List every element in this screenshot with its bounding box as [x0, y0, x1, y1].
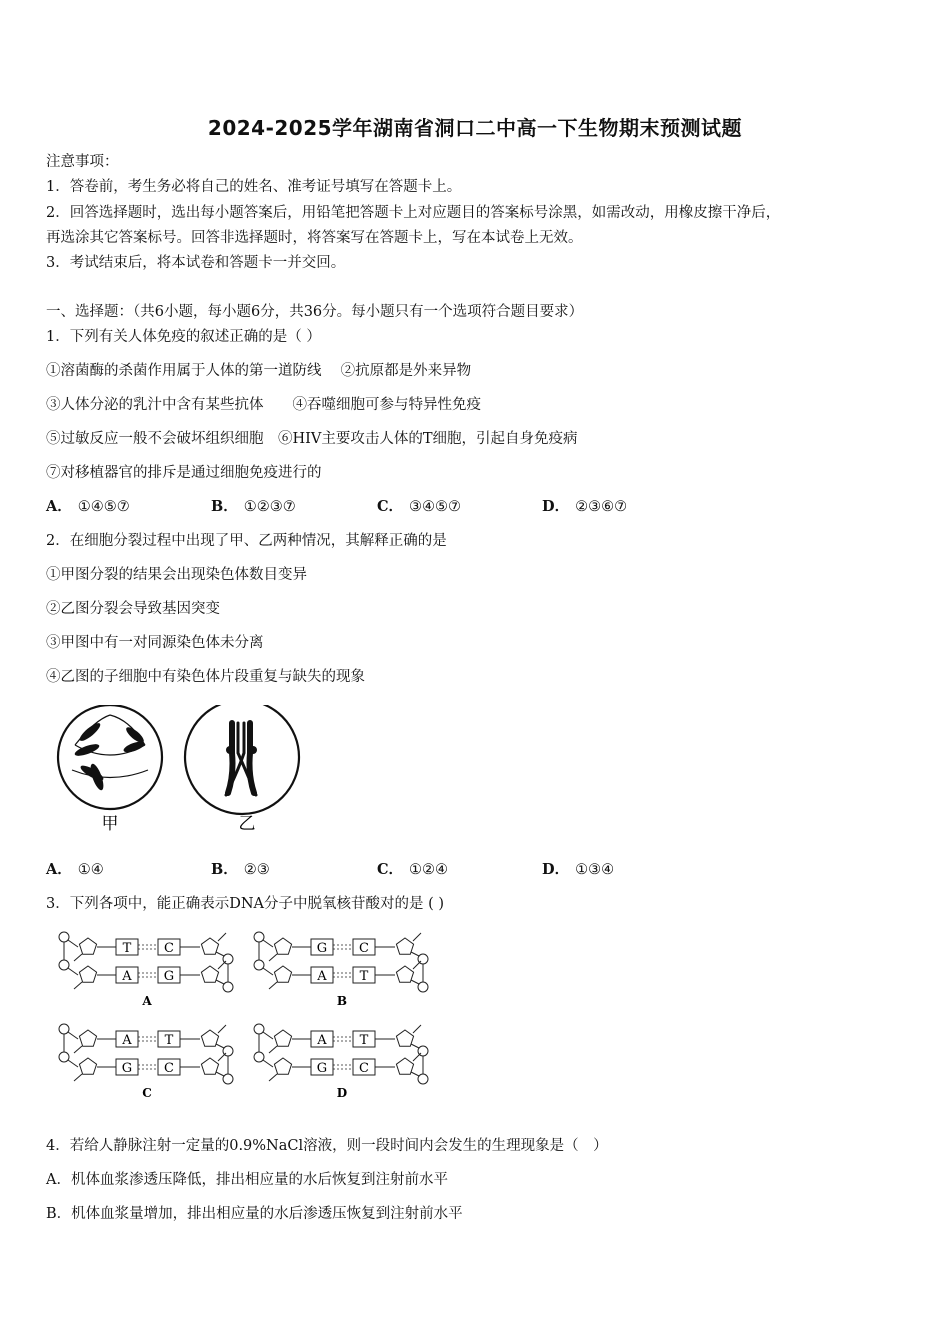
panel-label: C	[142, 1086, 152, 1100]
q2-stem: 2．在细胞分裂过程中出现了甲、乙两种情况，其解释正确的是	[46, 533, 447, 549]
q4-stem: 4．若给人静脉注射一定量的0.9%NaCl溶液，则一段时间内会发生的生理现象是（ ）	[46, 1138, 608, 1154]
deoxyribose-icon	[396, 938, 413, 954]
base-label: G	[316, 941, 328, 956]
q1-line-1: ①溶菌酶的杀菌作用属于人体的第一道防线 ②抗原都是外来异物	[46, 363, 472, 379]
deoxyribose-icon	[79, 1030, 96, 1046]
phosphate-icon	[59, 960, 69, 970]
label-jia: 甲	[101, 814, 119, 834]
q2-option-a[interactable]: A． ①④	[46, 861, 104, 878]
deoxyribose-icon	[396, 1030, 413, 1046]
base-label: C	[164, 941, 174, 956]
panel-label: B	[336, 994, 348, 1008]
q2-option-b[interactable]: B． ②③	[211, 861, 270, 878]
deoxyribose-icon	[79, 938, 96, 954]
deoxyribose-icon	[274, 1058, 291, 1074]
q2-line-2: ②乙图分裂会导致基因突变	[46, 601, 220, 617]
phosphate-icon	[254, 1052, 264, 1062]
page-title: 2024-2025学年湖南省洞口二中高一下生物期末预测试题	[207, 116, 743, 140]
dna-panel-c	[59, 1024, 233, 1100]
deoxyribose-icon	[79, 1058, 96, 1074]
q2-line-3: ③甲图中有一对同源染色体未分离	[46, 635, 264, 651]
cell-yi	[185, 705, 299, 814]
deoxyribose-icon	[396, 966, 413, 982]
deoxyribose-icon	[201, 966, 218, 982]
deoxyribose-icon	[79, 966, 96, 982]
notice-item-1: 1．答卷前，考生务必将自己的姓名、准考证号填写在答题卡上。	[46, 179, 462, 195]
base-label: T	[164, 1033, 174, 1048]
phosphate-icon	[418, 982, 428, 992]
base-label: A	[122, 969, 132, 984]
panel-label: A	[142, 994, 152, 1008]
phosphate-icon	[254, 932, 264, 942]
dna-panel-d	[254, 1024, 428, 1100]
phosphate-icon	[223, 982, 233, 992]
base-label: C	[359, 1061, 369, 1076]
notice-item-2-cont: 再选涂其它答案标号。回答非选择题时，将答案写在答题卡上，写在本试卷上无效。	[46, 230, 583, 246]
q1-stem: 1．下列有关人体免疫的叙述正确的是（ ）	[46, 329, 321, 345]
notice-item-2: 2．回答选择题时，选出每小题答案后，用铅笔把答题卡上对应题目的答案标号涂黑，如需改动，用橡皮擦干净后，	[46, 205, 781, 221]
deoxyribose-icon	[201, 938, 218, 954]
q4-option-a[interactable]: A．机体血浆渗透压降低，排出相应量的水后恢复到注射前水平	[46, 1172, 448, 1188]
base-label: G	[163, 969, 175, 984]
q1-option-c[interactable]: C． ③④⑤⑦	[377, 498, 462, 515]
deoxyribose-icon	[396, 1058, 413, 1074]
q1-line-4: ⑦对移植器官的排斥是通过细胞免疫进行的	[46, 465, 322, 481]
q2-option-d[interactable]: D． ①③④	[542, 861, 615, 878]
q2-line-1: ①甲图分裂的结果会出现染色体数目变异	[46, 567, 307, 583]
phosphate-icon	[223, 1074, 233, 1084]
base-label: A	[122, 1033, 132, 1048]
dna-pair-figure	[50, 925, 440, 1105]
deoxyribose-icon	[274, 938, 291, 954]
phosphate-icon	[418, 1074, 428, 1084]
q1-option-d[interactable]: D． ②③⑥⑦	[542, 498, 628, 515]
q1-option-a[interactable]: A． ①④⑤⑦	[46, 498, 130, 515]
q1-line-2: ③人体分泌的乳汁中含有某些抗体 ④吞噬细胞可参与特异性免疫	[46, 397, 481, 413]
cell-jia	[58, 705, 162, 809]
q2-line-4: ④乙图的子细胞中有染色体片段重复与缺失的现象	[46, 669, 365, 685]
notice-heading: 注意事项：	[46, 154, 119, 170]
base-label: C	[359, 941, 369, 956]
deoxyribose-icon	[274, 966, 291, 982]
q2-option-c[interactable]: C． ①②④	[377, 861, 449, 878]
phosphate-icon	[254, 960, 264, 970]
deoxyribose-icon	[201, 1030, 218, 1046]
base-label: A	[317, 1033, 327, 1048]
base-label: C	[164, 1061, 174, 1076]
section-heading: 一、选择题：（共6小题，每小题6分，共36分。每小题只有一个选项符合题目要求）	[46, 304, 584, 320]
deoxyribose-icon	[274, 1030, 291, 1046]
base-label: T	[122, 941, 132, 956]
dna-panel-a	[59, 932, 233, 1008]
cell-division-figure	[50, 705, 310, 840]
q1-option-b[interactable]: B． ①②③⑦	[211, 498, 296, 515]
q1-line-3: ⑤过敏反应一般不会破坏组织细胞 ⑥HIV主要攻击人体的T细胞，引起自身免疫病	[46, 431, 578, 447]
panel-label: D	[336, 1086, 348, 1100]
base-label: G	[316, 1061, 328, 1076]
notice-item-3: 3．考试结束后，将本试卷和答题卡一并交回。	[46, 255, 346, 271]
label-yi: 乙	[238, 814, 256, 834]
q3-stem: 3．下列各项中，能正确表示DNA分子中脱氧核苷酸对的是 ( )	[46, 896, 445, 912]
base-label: G	[121, 1061, 133, 1076]
base-label: T	[359, 969, 369, 984]
phosphate-icon	[59, 1052, 69, 1062]
dna-panel-b	[254, 932, 428, 1008]
base-label: T	[359, 1033, 369, 1048]
base-label: A	[317, 969, 327, 984]
phosphate-icon	[59, 932, 69, 942]
q4-option-b[interactable]: B．机体血浆量增加，排出相应量的水后渗透压恢复到注射前水平	[46, 1206, 463, 1222]
deoxyribose-icon	[201, 1058, 218, 1074]
phosphate-icon	[254, 1024, 264, 1034]
phosphate-icon	[59, 1024, 69, 1034]
